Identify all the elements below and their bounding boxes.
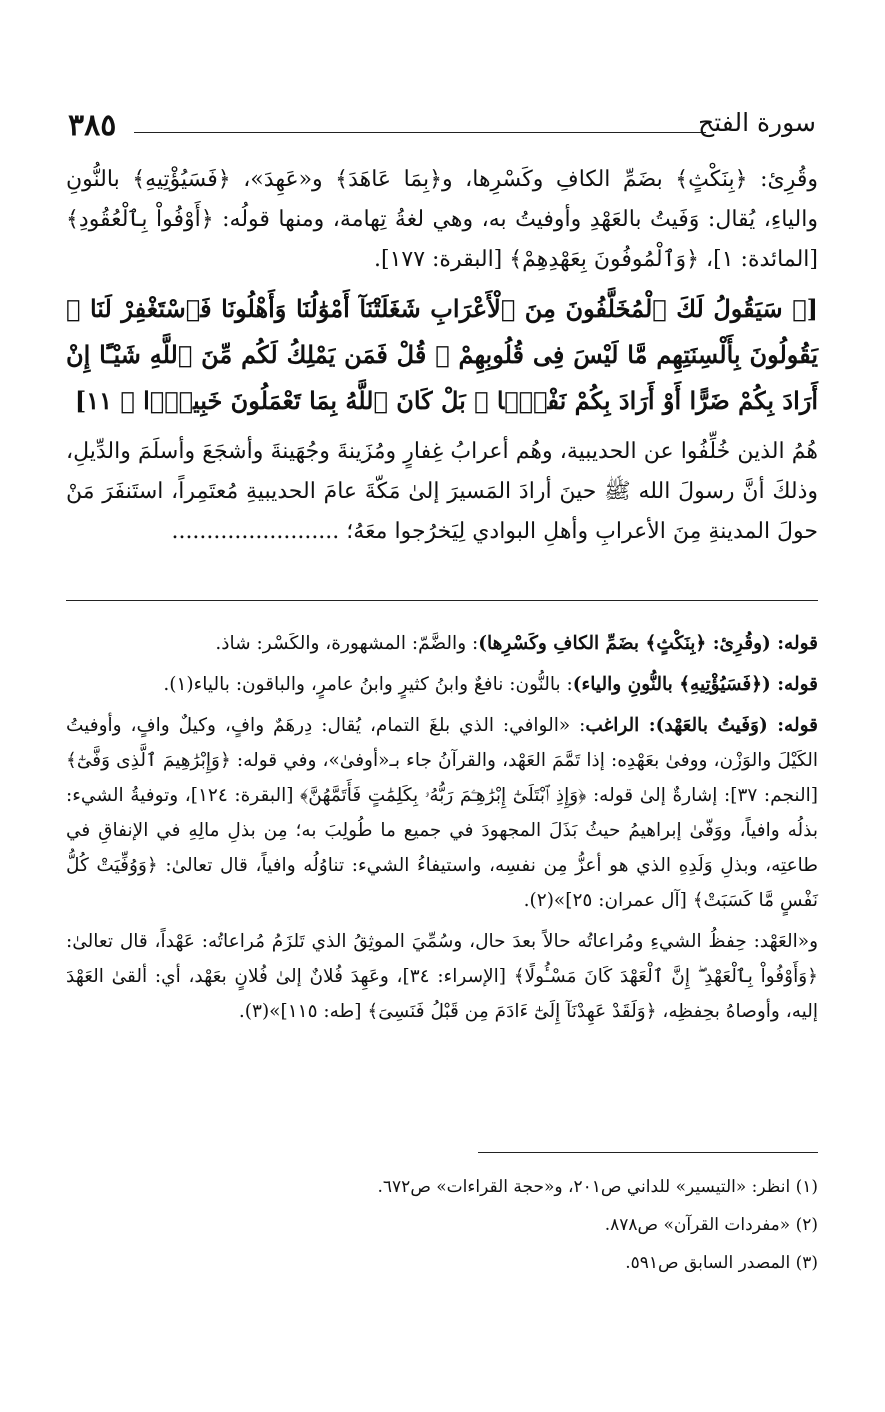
commentary-paragraph-4: و«العَهْد: حِفظُ الشيءِ ومُراعاتُه حالاً بعدَ حال، وسُمِّيَ الموثِقُ الذي تَلزَمُ مُراعاتُه: عَهْداً، قال تعالىٰ: ﴿وَأَوْفُواْ بِٱلْعَهْدِ ۖ إِنَّ ٱلْعَهْدَ كَانَ مَسْـُٔولًا﴾ [الإسراء: ٣٤]، وعَهِدَ فُلانٌ إلىٰ فُلانٍ بعَهْد، أي: ألقىٰ العَهْدَ إليه، وأوصاهُ بحِفظِه، ﴿وَلَقَدْ عَهِدْنَآ إِلَىٰٓ ءَادَمَ مِن قَبْلُ فَنَسِىَ﴾ [طه: ١١٥]»(٣). [66,931,818,1022]
footnote-1: (١) انظر: «التيسير» للداني ص٢٠١، و«حجة القراءات» ص٦٧٢. [377,1177,818,1197]
commentary-lemma-1: قوله: (وقُرِئ: ﴿بِنَكْثٍ﴾ بضَمِّ الكافِ وكَسْرِها) [478,633,818,654]
commentary-text-3: : «الوافي: الذي بلغَ التمام، يُقال: دِرهَمٌ وافٍ، وكيلٌ وافٍ، وأوفيتُ الكَيْلَ والوَزْن، ووفىٰ بعَهْدِه: إذا تَمَّمَ العَهْد، والقرآنُ جاء بـ«أوفىٰ»، وفي قوله: ﴿وَإِبْرَٰهِيمَ ٱلَّذِى وَفَّىٰٓ﴾ [النجم: ٣٧]: إشارةٌ إلىٰ قوله: ﴿وَإِذِ ٱبْتَلَىٰٓ إِبْرَٰهِـۧمَ رَبُّهُۥ بِكَلِمَٰتٍ فَأَتَمَّهُنَّ﴾ [البقرة: ١٢٤]، وتوفيةُ الشيء: بذلُه وافياً، ووَفّىٰ إبراهيمُ حيثُ بَذَلَ المجهودَ في جميع ما طُولِبَ به؛ مِن بذلِ مالِهِ في الإنفاقِ في طاعتِه، وبذلِ وَلَدِهِ الذي هو أعزُّ مِن نفسِه، واستيفاءُ الشيء: تناوُلُه وافياً، قال تعالىٰ: ﴿وَوُفِّيَتْ كُلُّ نَفْسٍ مَّا كَسَبَتْ﴾ [آل عمران: ٢٥]»(٢). [66,715,818,911]
commentary-text-1: : والضَّمّ: المشهورة، والكَسْر: شاذ. [215,633,479,654]
surah-title: سورة الفتح [698,108,816,137]
main-paragraph-1: وقُرِئ: ﴿بِنَكْثٍ﴾ بضَمِّ الكافِ وكَسْرِها، و﴿بِمَا عَاهَدَ﴾ و«عَهِدَ»، ﴿فَسَيُؤْتِيهِ﴾ بالنُّونِ والياءِ، يُقال: وَفَيتُ بالعَهْدِ وأوفيتُ به، وهي لغةُ تِهامة، ومنها قولُه: ﴿أَوْفُواْ بِٱلْعُقُودِ﴾ [المائدة: ١]، ﴿وَٱلْمُوفُونَ بِعَهْدِهِمْ﴾ [البقرة: ١٧٧]. [66,167,818,272]
footnote-separator [478,1152,818,1153]
page-number: ٣٨٥ [68,108,117,143]
commentary-section [66,626,818,1035]
quran-verse: [﴿ سَيَقُولُ لَكَ ٱلْمُخَلَّفُونَ مِنَ ٱلْأَعْرَابِ شَغَلَتْنَآ أَمْوَٰلُنَا وَأَهْلُونَا فَٱسْتَغْفِرْ لَنَا ۚ يَقُولُونَ بِأَلْسِنَتِهِم مَّا لَيْسَ فِى قُلُوبِهِمْ ۚ قُلْ فَمَن يَمْلِكُ لَكُم مِّنَ ٱللَّهِ شَيْـًٔا إِنْ أَرَادَ بِكُمْ ضَرًّا أَوْ أَرَادَ بِكُمْ نَفْعًۢا ۚ بَلْ كَانَ ٱللَّهُ بِمَا تَعْمَلُونَ خَبِيرًۢا ﴾ ١١] [66,294,818,415]
header-rule [134,132,706,133]
main-paragraph-2: هُمُ الذين خُلِّفُوا عن الحديبية، وهُم أعرابُ غِفارٍ ومُزَينةَ وجُهَينةَ وأشجَعَ وأسلَمَ والدِّيلِ، وذلكَ أنَّ رسولَ الله ﷺ حينَ أرادَ المَسيرَ إلىٰ مَكّةَ عامَ الحديبيةِ مُعتَمِراً، استَنفَرَ مَنْ حولَ المدينةِ مِنَ الأعرابِ وأهلِ البوادي لِيَخرُجوا معَهُ؛ ........................ [66,439,818,544]
footnote-2: (٢) «مفردات القرآن» ص٨٧٨. [604,1215,818,1235]
main-separator [66,600,818,601]
footnotes [66,1168,818,1282]
page-header [68,108,816,154]
commentary-paragraph-1 [66,626,818,661]
commentary-text-2: : بالنُّون: نافعٌ وابنُ كثيرٍ وابنُ عامرٍ، والباقون: بالياء(١). [163,674,573,695]
footnote-3: (٣) المصدر السابق ص٥٩١. [625,1253,818,1273]
commentary-lemma-2: قوله: (﴿فَسَيُؤْتِيهِ﴾ بالنُّونِ والياء) [572,674,818,695]
commentary-paragraph-2 [66,667,818,702]
commentary-lemma-3: قوله: (وَفَيتُ بالعَهْد): الراغب [585,715,818,736]
main-text [66,160,818,558]
commentary-paragraph-3 [66,708,818,918]
